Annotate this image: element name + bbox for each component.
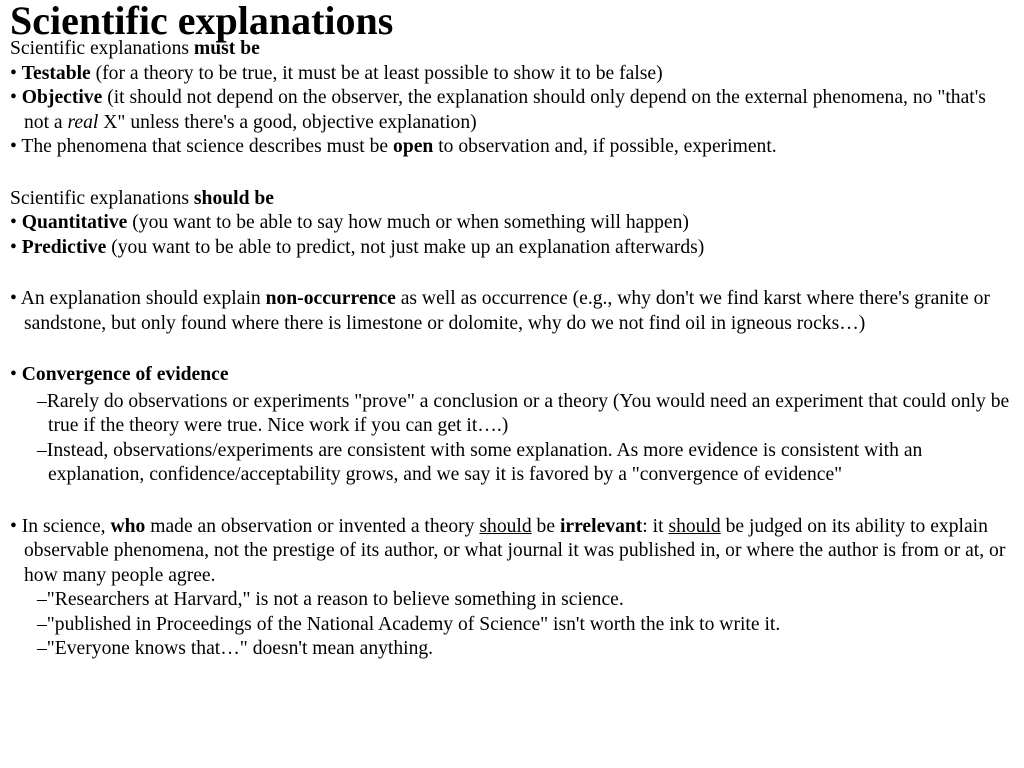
bullet-marker: • [10,364,17,385]
bullet-term: Quantitative [21,212,128,233]
bullet-text: to observation and, if possible, experiment. [433,136,777,157]
bullet-text: as well as occurrence (e.g., why don't we find karst where there's granite or sandstone, but only found where there is limestone or dolomite, why do we not find oil in igneous rocks…) [24,288,990,334]
bullet-quantitative [10,211,1010,236]
bullet-text: made an observation or invented a theory [145,515,480,537]
should-be-heading [10,187,1010,212]
bullet-text: (it should not depend on the observer, the explanation should only depend on the external phenomena, no "that's not a [24,87,986,133]
bullet-term: non-occurrence [265,288,396,309]
bullet-text: (you want to be able to predict, not just make up an explanation afterwards) [106,236,705,258]
sub-bullet-text: Instead, observations/experiments are consistent with some explanation. As more evidence is consistent with an explanation, confidence/acceptability grows, and we say it is favored by a "convergence of evidence" [46,439,923,485]
sub-bullet-text: "published in Proceedings of the National Academy of Science" isn't worth the ink to write it. [46,613,781,635]
underlined-word: should [479,515,532,537]
bullet-text: X" unless there's a good, objective explanation) [98,111,477,133]
bullet-objective [10,86,1010,135]
bullet-text: (you want to be able to say how much or when something will happen) [127,212,689,233]
sub-bullet-everyone-knows [10,637,1010,662]
bullet-non-occurrence [10,287,1010,336]
slide-title: Scientific explanations [10,0,394,43]
heading-text: Scientific explanations [10,38,194,59]
bullet-term: irrelevant [559,515,643,537]
bullet-marker: • [10,87,17,108]
bullet-marker: • [10,515,17,537]
sub-bullet-harvard [10,588,1010,613]
sub-bullet-pnas [10,613,1010,638]
heading-text: Scientific explanations [10,187,194,209]
bullet-term: Convergence of evidence [21,364,229,385]
must-be-heading [10,37,1010,62]
sub-bullet-consistent [10,439,1010,488]
bullet-text: be judged on its ability to explain observable phenomena, not the prestige of its author, or what journal it was published in, or where the author is from or at, or how many people agree. [24,515,1006,586]
bullet-term: open [393,136,434,157]
bullet-marker: • [10,288,17,309]
spacer [10,336,1010,363]
dash-marker: – [37,589,47,610]
slide-body [10,37,1010,662]
bullet-text: An explanation should explain [20,288,266,309]
bullet-term: Predictive [21,236,107,258]
bullet-text: The phenomena that science describes must be [21,136,394,157]
bullet-marker: • [10,236,17,258]
bullet-marker: • [10,212,17,233]
bullet-predictive [10,236,1010,261]
bullet-text: In science, [21,515,111,537]
bullet-marker: • [10,136,17,157]
bullet-term: Testable [21,62,91,84]
bullet-convergence [10,363,1010,388]
bullet-who-irrelevant [10,515,1010,589]
sub-bullet-text: "Researchers at Harvard," is not a reason to believe something in science. [46,589,624,610]
sub-bullet-rarely-prove [10,390,1010,439]
sub-bullet-text: Rarely do observations or experiments "prove" a conclusion or a theory (You would need an experiment that could only be true if the theory were true. Nice work if you can get it….) [46,390,1010,436]
bullet-testable [10,62,1010,87]
bullet-open [10,135,1010,160]
bullet-text: be [531,515,560,537]
bullet-term: who [110,515,146,537]
bullet-text: (for a theory to be true, it must be at least possible to show it to be false) [90,62,663,84]
spacer [10,260,1010,287]
spacer [10,160,1010,187]
dash-marker: – [37,439,47,461]
sub-bullet-text: "Everyone knows that…" doesn't mean anything. [46,638,434,659]
bullet-italic: real [67,111,99,133]
underlined-word: should [668,515,721,537]
bullet-term: Objective [21,87,103,108]
bullet-text: : it [642,515,669,537]
heading-emphasis: should be [193,187,274,209]
spacer [10,488,1010,515]
dash-marker: – [37,613,47,635]
heading-emphasis: must be [193,38,260,59]
bullet-marker: • [10,62,17,84]
dash-marker: – [37,638,47,659]
dash-marker: – [37,390,47,412]
